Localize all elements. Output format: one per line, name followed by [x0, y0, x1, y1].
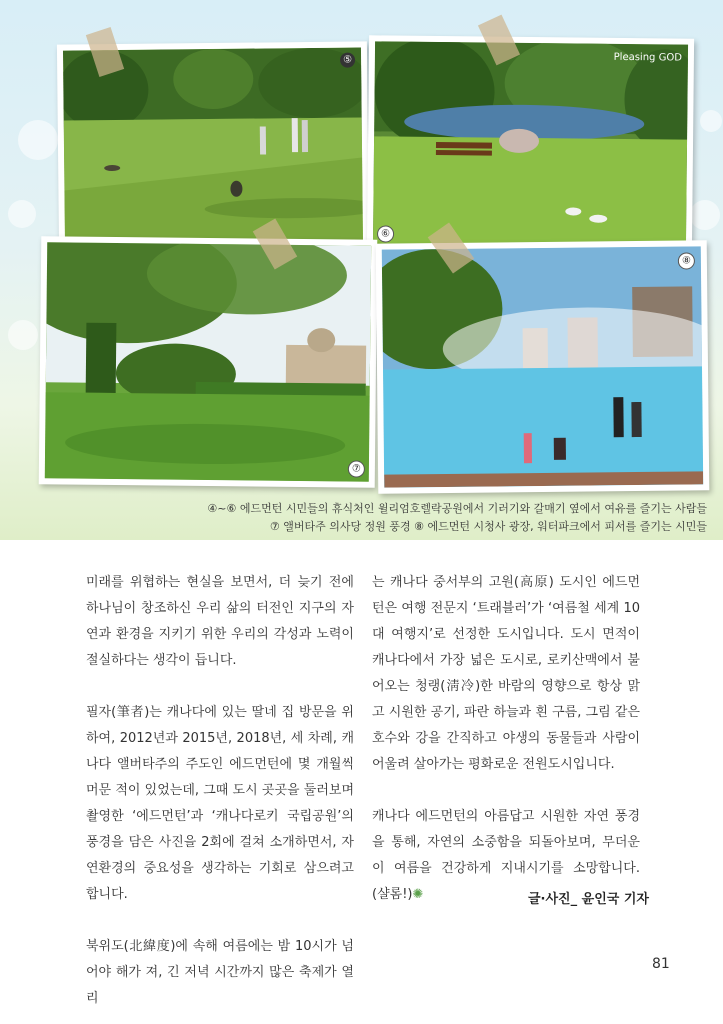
bokeh-circle — [690, 200, 720, 230]
body-paragraph: 필자(筆者)는 캐나다에 있는 딸네 집 방문을 위하여, 2012년과 2015년, 2018년, 세 차례, 캐나다 앨버타주의 주도인 에드먼턴에 몇 개월씩 머문 적이 있었는데, 그때 도시 곳곳을 둘러보며 촬영한 ‘에드먼턴’과 ‘캐나다로키 국립공원’의 풍경을 담은 사진을 2회에 걸쳐 소개하면서, 자연환경의 중요성을 생각하는 기회로 삼으려고 합니다. — [86, 705, 354, 902]
photo-legislature-garden — [39, 236, 378, 488]
photo-number-7: ⑦ — [348, 460, 365, 477]
byline: 글·사진_ 윤인국 기자 — [528, 892, 649, 907]
body-paragraph-text: 캐나다 에드먼턴의 아름답고 시원한 자연 풍경을 통해, 자연의 소중함을 되돌아보며, 무더운 이 여름을 건강하게 지내시기를 소망합니다. (샬롬!) — [372, 809, 640, 902]
photo-number-6: ⑥ — [377, 225, 394, 242]
body-paragraph: 북위도(北緯度)에 속해 여름에는 밤 10시가 넘어야 해가 져, 긴 저녁 시간까지 많은 축제가 열리 — [86, 939, 354, 1006]
park-geese-illustration — [63, 47, 363, 248]
bench-pond-illustration — [373, 41, 688, 249]
photo-number-8: ⑧ — [678, 252, 695, 269]
photo-city-waterpark — [376, 240, 710, 493]
body-paragraph: 미래를 위협하는 현실을 보면서, 더 늦기 전에 하나님이 창조하신 우리 삶의 터전인 지구의 자연과 환경을 지키기 위한 우리의 각성과 노력이 절실하다는 생각이 듭니다. — [86, 575, 354, 668]
body-paragraph: 는 캐나다 중서부의 고원(高原) 도시인 에드먼턴은 여행 전문지 ‘트래블러’가 ‘여름철 세계 10대 여행지’로 선정한 도시입니다. 도시 면적이 캐나다에서 가장 넓은 도시로, 로키산맥에서 불어오는 청랭(淸冷)한 바람의 영향으로 항상 맑고 시원한 공기, 파란 하늘과 흰 구름, 그림 같은 호수와 강을 간직하고 야생의 동물들과 사람이 어울려 살아가는 평화로운 전원도시입니다. — [372, 575, 640, 772]
caption-line-2: ⑦ 앨버타주 의사당 정원 풍경 ⑧ 에드먼턴 시청사 광장, 워터파크에서 피서를 즐기는 시민들 — [269, 520, 707, 533]
body-right-column — [372, 570, 640, 908]
city-waterpark-illustration — [382, 246, 703, 487]
sparkle-icon: ✺ — [412, 887, 424, 902]
bokeh-circle — [8, 200, 36, 228]
watermark: Pleasing GOD — [613, 51, 682, 64]
photo-bench-pond — [367, 35, 694, 255]
bokeh-circle — [8, 320, 38, 350]
bokeh-circle — [700, 110, 722, 132]
photo-number-5: ⑤ — [340, 53, 355, 68]
page-number: 81 — [652, 956, 670, 972]
bokeh-circle — [18, 120, 58, 160]
legislature-garden-illustration — [45, 242, 371, 481]
caption-line-1: ④~⑥ 에드먼턴 시민들의 휴식처인 윌리엄호렐락공원에서 기러기와 갈매기 옆에서 여유를 즐기는 사람들 — [207, 502, 707, 515]
body-left-column — [86, 570, 354, 1012]
